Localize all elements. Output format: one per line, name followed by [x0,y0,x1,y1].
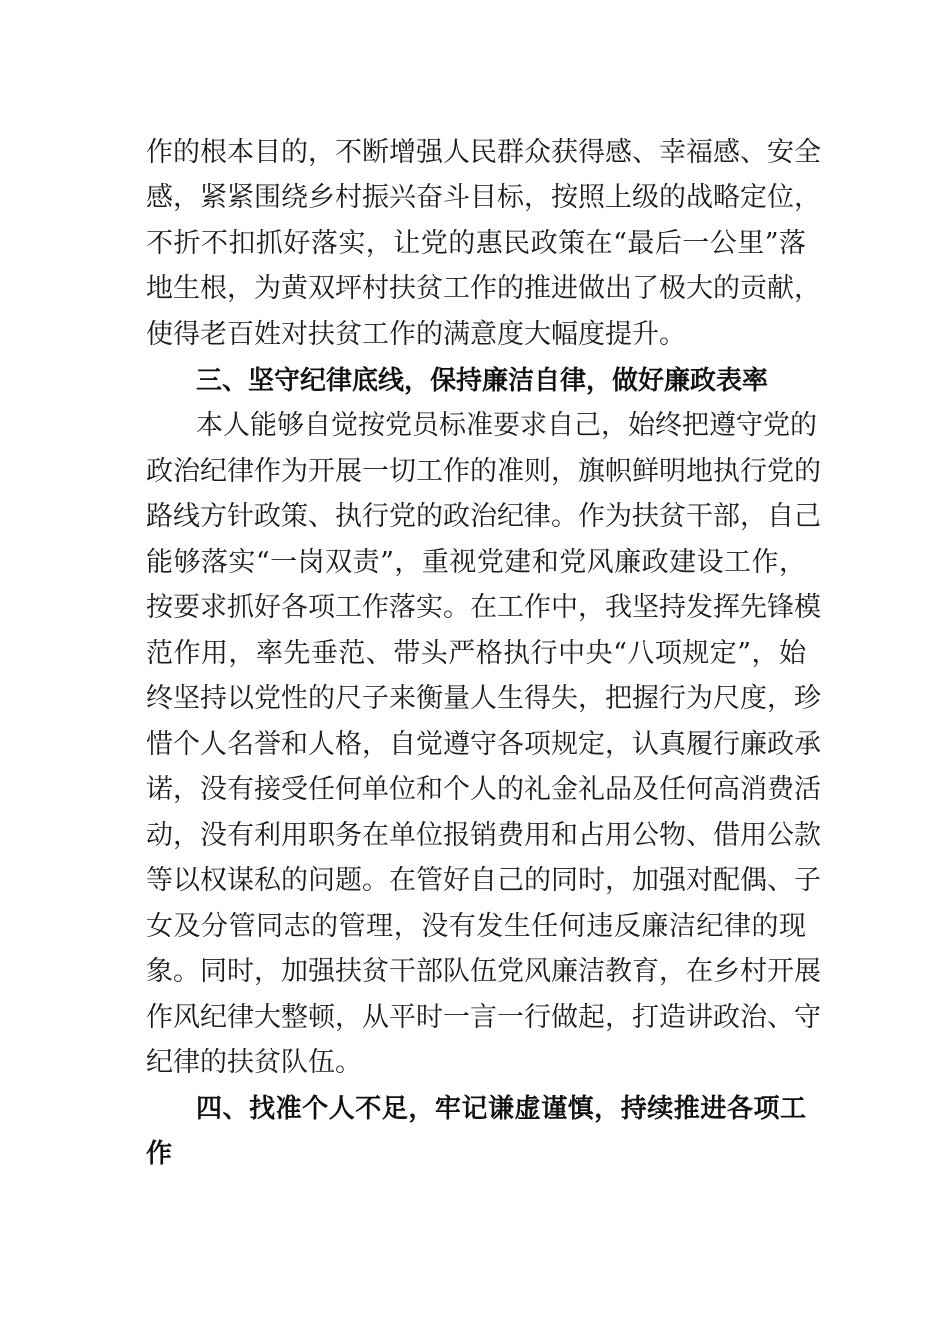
paragraph-line: 等以权谋私的问题。在管好自己的同时，加强对配偶、子 [146,865,821,896]
paragraph-line: 使得老百姓对扶贫工作的满意度大幅度提升。 [146,319,686,350]
paragraph-line: 能够落实“一岗双责”，重视党建和党风廉政建设工作， [146,547,806,578]
paragraph-line: 终坚持以党性的尺子来衡量人生得失，把握行为尺度，珍 [146,683,821,714]
paragraph-line: 女及分管同志的管理，没有发生任何违反廉洁纪律的现 [146,911,806,942]
paragraph-line: 象。同时，加强扶贫干部队伍党风廉洁教育，在乡村开展 [146,956,821,987]
paragraph-line: 按要求抓好各项工作落实。在工作中，我坚持发挥先锋模 [146,592,821,623]
section-heading: 四、找准个人不足，牢记谦虚谨慎，持续推进各项工 [196,1094,806,1124]
paragraph-line: 惜个人名誉和人格，自觉遵守各项规定，认真履行廉政承 [146,729,821,760]
paragraph-line: 本人能够自觉按党员标准要求自己，始终把遵守党的 [196,410,817,441]
paragraph-line: 地生根，为黄双坪村扶贫工作的推进做出了极大的贡献， [146,273,821,304]
paragraph-line: 纪律的扶贫队伍。 [146,1047,362,1078]
paragraph-line: 政治纪律作为开展一切工作的准则，旗帜鲜明地执行党的 [146,456,821,487]
paragraph-line: 诺，没有接受任何单位和个人的礼金礼品及任何高消费活 [146,774,821,805]
paragraph-line: 路线方针政策、执行党的政治纪律。作为扶贫干部，自己 [146,501,821,532]
section-heading-continued: 作 [146,1139,173,1169]
paragraph-line: 动，没有利用职务在单位报销费用和占用公物、借用公款 [146,820,821,851]
paragraph-line: 不折不扣抓好落实，让党的惠民政策在“最后一公里”落 [146,228,806,259]
paragraph-line: 范作用，率先垂范、带头严格执行中央“八项规定”，始 [146,638,806,669]
paragraph-line: 感，紧紧围绕乡村振兴奋斗目标，按照上级的战略定位， [146,182,821,213]
paragraph-line: 作风纪律大整顿，从平时一言一行做起，打造讲政治、守 [146,1002,821,1033]
section-heading: 三、坚守纪律底线，保持廉洁自律，做好廉政表率 [196,366,769,396]
paragraph-line: 作的根本目的，不断增强人民群众获得感、幸福感、安全 [146,137,821,168]
